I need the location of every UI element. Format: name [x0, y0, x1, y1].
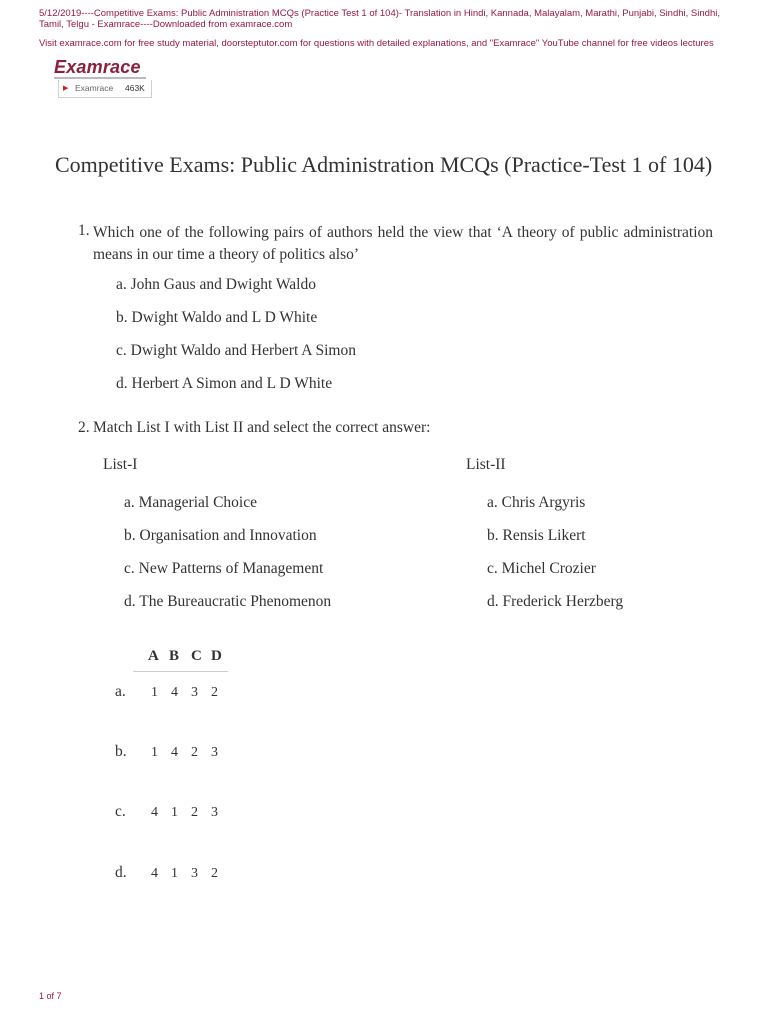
- answer-cell: 2: [211, 685, 218, 700]
- answer-row-label: a.: [115, 683, 126, 700]
- matrix-header-b: B: [169, 648, 180, 664]
- matrix-header-d: D: [211, 648, 222, 664]
- question-1-text: Which one of the following pairs of authors held the view that ‘A theory of public administration means in our time a theory of politics also’: [93, 224, 713, 263]
- question-1-number: 1.: [78, 222, 90, 239]
- question-1-option-d: d. Herbert A Simon and L D White: [116, 375, 333, 392]
- list-1-item: b. Organisation and Innovation: [124, 527, 317, 544]
- page-counter: 1 of 7: [39, 991, 62, 1001]
- answer-cell: 3: [191, 866, 198, 881]
- answer-row-label: c.: [115, 803, 126, 820]
- answer-cell: 2: [211, 866, 218, 881]
- subscriber-count: 463K: [125, 83, 145, 93]
- list-1-item: c. New Patterns of Management: [124, 560, 324, 577]
- answer-cell: 3: [191, 685, 198, 700]
- list-2-item: b. Rensis Likert: [487, 527, 586, 544]
- list-2-heading: List-II: [466, 456, 506, 473]
- youtube-subscribe-widget[interactable]: [58, 80, 152, 98]
- question-1-option-b: b. Dwight Waldo and L D White: [116, 309, 318, 326]
- answer-cell: 1: [151, 745, 158, 760]
- answer-cell: 4: [171, 685, 178, 700]
- matrix-header-rule: [133, 671, 228, 672]
- visit-notice: Visit examrace.com for free study material, doorsteptutor.com for questions with detailed explanations, and "Examrace" YouTube channel for free videos lectures: [39, 38, 714, 49]
- widget-divider: [151, 80, 152, 97]
- question-2-number: 2.: [78, 419, 90, 436]
- question-1-option-c: c. Dwight Waldo and Herbert A Simon: [116, 342, 356, 359]
- answer-row-label: d.: [115, 864, 127, 881]
- logo-underline: [54, 77, 146, 79]
- answer-cell: 1: [171, 805, 178, 820]
- examrace-logo-block[interactable]: [54, 57, 152, 99]
- question-2-text: Match List I with List II and select the correct answer:: [93, 419, 431, 436]
- answer-cell: 3: [211, 805, 218, 820]
- list-2-item: c. Michel Crozier: [487, 560, 596, 577]
- list-1-item: d. The Bureaucratic Phenomenon: [124, 593, 332, 610]
- youtube-play-icon: ▶: [63, 85, 69, 92]
- answer-cell: 3: [211, 745, 218, 760]
- answer-cell: 2: [191, 805, 198, 820]
- answer-cell: 4: [151, 866, 158, 881]
- youtube-channel-name[interactable]: Examrace: [75, 83, 114, 93]
- list-1-item: a. Managerial Choice: [124, 494, 257, 511]
- question-1-option-a: a. John Gaus and Dwight Waldo: [116, 276, 316, 293]
- matrix-header-a: A: [148, 648, 159, 664]
- list-2-item: d. Frederick Herzberg: [487, 593, 624, 610]
- examrace-logo[interactable]: Examrace: [54, 57, 141, 77]
- answer-cell: 4: [151, 805, 158, 820]
- matrix-header-c: C: [191, 648, 202, 664]
- answer-row-label: b.: [115, 743, 127, 760]
- download-header: 5/12/2019----Competitive Exams: Public Administration MCQs (Practice Test 1 of 104)- Translation in Hindi, Kannada, Malayalam, Marathi, Punjabi, Sindhi, Sindhi, Tamil, Telgu - Examrace----Downloaded from examrace.com: [39, 8, 720, 30]
- list-1-heading: List-I: [103, 456, 138, 473]
- answer-cell: 1: [171, 866, 178, 881]
- list-2-item: a. Chris Argyris: [487, 494, 586, 511]
- answer-cell: 1: [151, 685, 158, 700]
- answer-cell: 4: [171, 745, 178, 760]
- page-title: Competitive Exams: Public Administration MCQs (Practice-Test 1 of 104): [55, 152, 713, 177]
- answer-cell: 2: [191, 745, 198, 760]
